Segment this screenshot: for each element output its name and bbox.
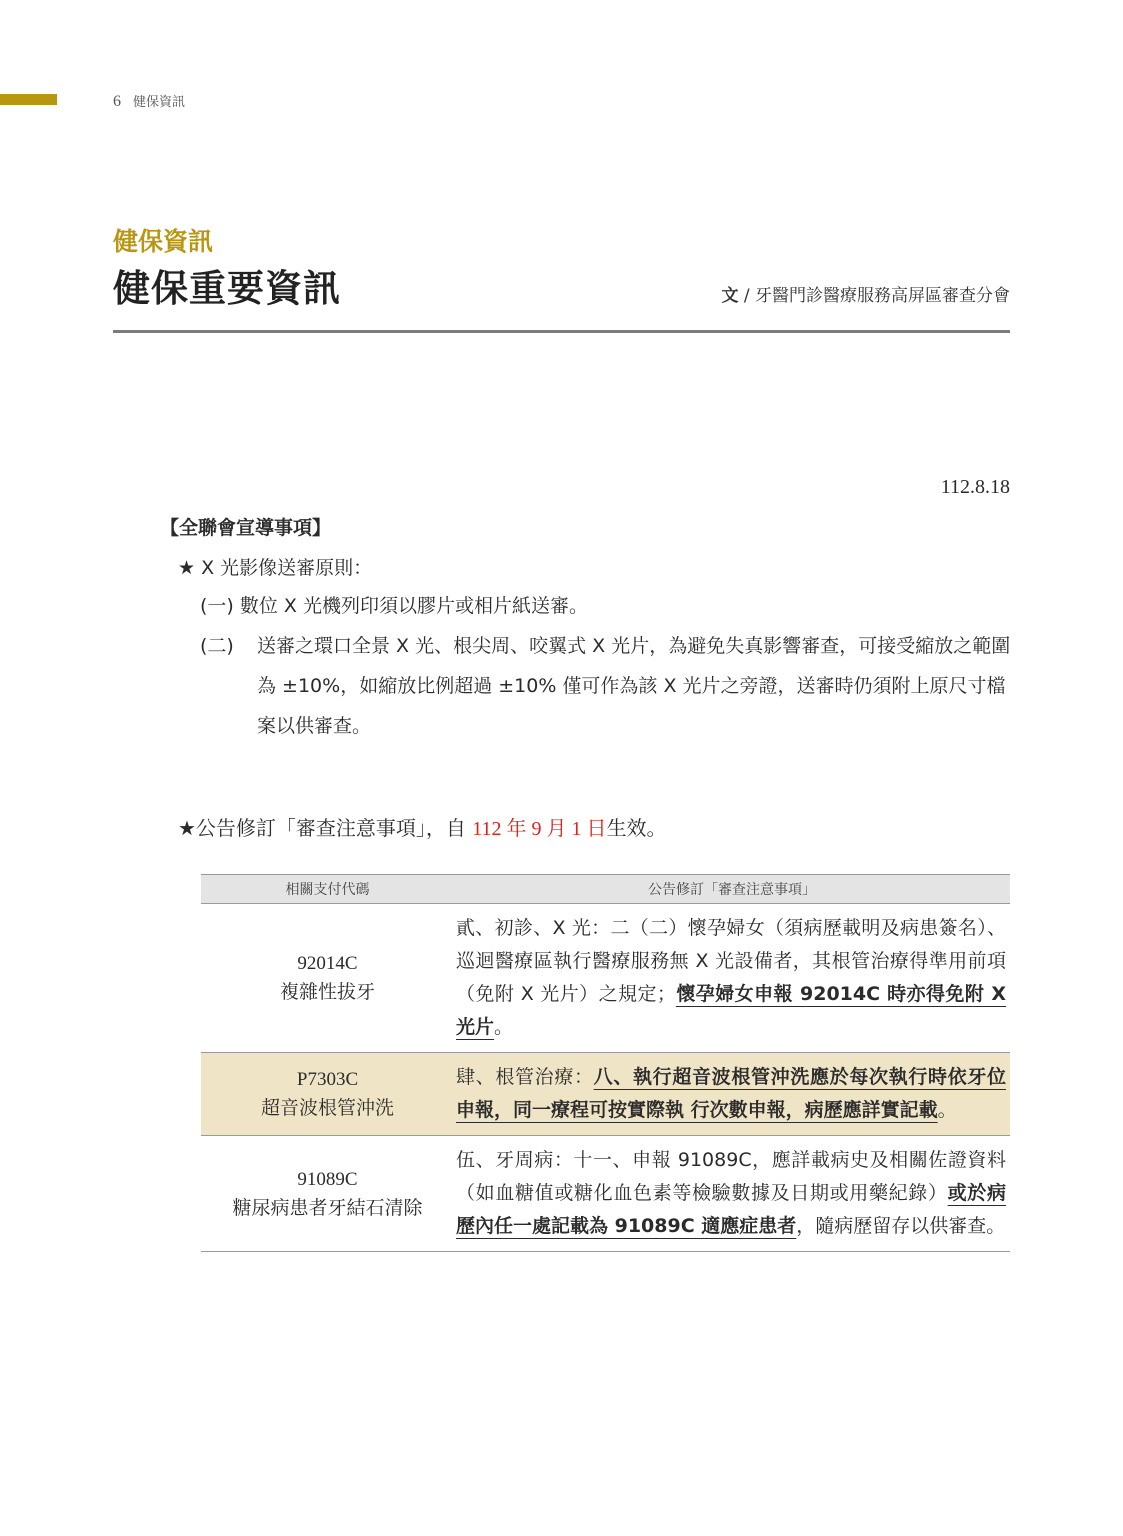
revision-text-end: 。: [937, 1099, 957, 1121]
item-text: 數位 X 光機列印須以膠片或相片紙送審。: [239, 595, 588, 617]
revision-cell: [454, 1136, 1010, 1252]
item-number: (一): [200, 595, 234, 617]
xray-heading: ★ X 光影像送審原則：: [178, 557, 373, 579]
byline: [721, 281, 1010, 306]
announcement-suffix: 生效。: [606, 816, 667, 840]
item-text: 送審之環口全景 X 光、根尖周、咬翼式 X 光片，為避免失真影響審查，可接受縮放之範圍為 ±10%，如縮放比例超過 ±10% 僅可作為該 X 光片之旁證，送審時仍須附上原尺寸檔案以供審查。: [257, 635, 1011, 737]
procedure-name: 糖尿病患者牙結石清除: [232, 1196, 423, 1219]
byline-author: 牙醫門診醫療服務高屏區審查分會: [755, 286, 1010, 306]
announcement: [178, 812, 667, 841]
accent-bar: [0, 94, 57, 105]
page-number: 6: [113, 93, 121, 110]
revision-text: 貳、初診、X 光：二（二）懷孕婦女（須病歷載明及病患簽名）、巡迴醫療區執行醫療服務無 X 光設備者，其根管治療得準用前項（免附 X 光片）之規定；: [456, 917, 1006, 1005]
notice-heading: 【全聯會宣導事項】: [160, 517, 332, 539]
item-number: (二): [200, 635, 234, 657]
byline-sep: /: [738, 286, 755, 306]
revision-cell: [454, 1053, 1010, 1136]
date: 112.8.18: [940, 476, 1010, 498]
revision-text: 肆、根管治療：: [456, 1066, 594, 1088]
payment-code: P7303C: [296, 1069, 359, 1090]
revision-text-end: ，隨病歷留存以供審查。: [796, 1215, 1006, 1237]
byline-prefix: 文: [721, 286, 739, 306]
table-row: [201, 904, 1010, 1053]
notice-item-2: [200, 626, 1015, 746]
table-row: [201, 1136, 1010, 1252]
running-header: [113, 91, 185, 111]
code-cell: [201, 904, 454, 1053]
title-divider: [113, 330, 1010, 333]
procedure-name: 複雜性拔牙: [279, 981, 375, 1003]
header-section: 健保資訊: [133, 95, 186, 110]
effective-date: 112 年 9 月 1 日: [472, 818, 607, 840]
table-row: [201, 1053, 1010, 1136]
column-header-revision: 公告修訂「審查注意事項」: [454, 875, 1010, 904]
notice-item-1: [200, 586, 588, 626]
page-title: 健保重要資訊: [113, 267, 341, 310]
revision-cell: [454, 904, 1010, 1053]
revision-text-end: 。: [494, 1016, 514, 1038]
revision-table: [201, 874, 1010, 1252]
section-label: 健保資訊: [113, 227, 214, 256]
revision-text-bold: 懷孕婦女申報 92014C 時亦得免附 X 光片: [456, 983, 1006, 1038]
revision-text-bold: 或於病歷內任一處記載為 91089C 適應症患者: [456, 1182, 1006, 1237]
column-header-code: 相關支付代碼: [201, 875, 454, 904]
code-cell: [201, 1136, 454, 1252]
payment-code: 91089C: [297, 1168, 358, 1190]
payment-code: 92014C: [297, 953, 358, 974]
table-header-row: [201, 875, 1010, 904]
revision-text: 伍、牙周病：十一、申報 91089C，應詳載病史及相關佐證資料（如血糖值或糖化血色素等檢驗數據及日期或用藥紀錄）: [456, 1149, 1006, 1204]
revision-text-bold: 八、執行超音波根管沖洗應於每次執行時依牙位申報，同一療程可按實際執 行次數申報，病歷應詳實記載: [456, 1066, 1006, 1121]
code-cell: [201, 1053, 454, 1136]
announcement-prefix: ★公告修訂「審查注意事項」，自: [178, 816, 473, 840]
procedure-name: 超音波根管沖洗: [260, 1097, 394, 1119]
